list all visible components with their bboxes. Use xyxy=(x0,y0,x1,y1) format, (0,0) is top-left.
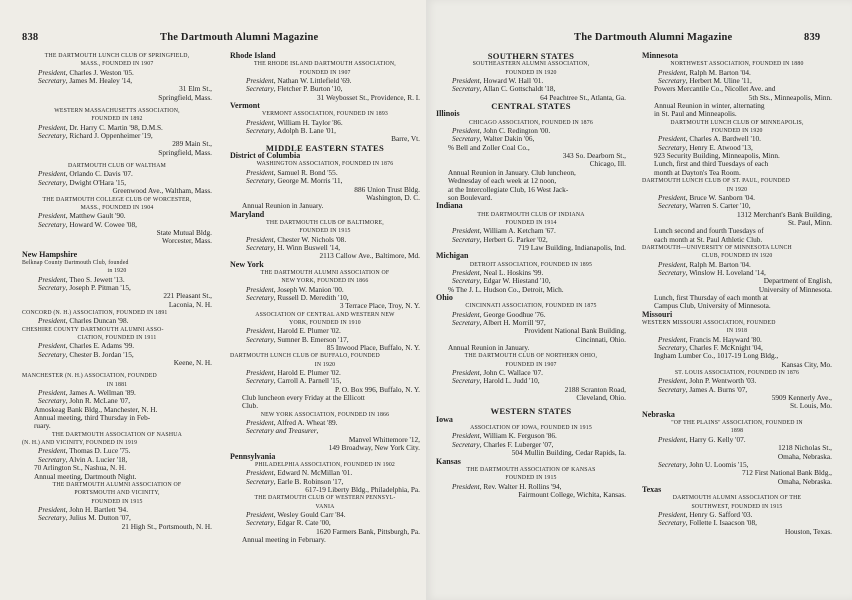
address-line: 617-19 Liberty Bldg., Philadelphia, Pa. xyxy=(305,484,420,494)
address-line: Omaha, Nebraska. xyxy=(777,476,832,486)
officer-line: President, Neal L. Hoskins '99. xyxy=(452,267,544,277)
officer-line: Secretary and Treasurer, xyxy=(246,426,319,436)
running-head: The Dartmouth Alumni Magazine xyxy=(574,32,733,43)
state-heading: Nebraska xyxy=(642,409,675,419)
association-heading: WASHINGTON ASSOCIATION, FOUNDED IN 1876 xyxy=(256,161,394,168)
note-line: Club luncheon every Friday at the Ellicott xyxy=(242,393,365,403)
note-line: Ingham Lumber Co., 1017-19 Long Bldg., xyxy=(654,351,779,361)
officer-line: Secretary, Earle B. Robinson '17, xyxy=(246,476,344,486)
officer-line: Secretary, Richard J. Oppenheimer '19, xyxy=(38,131,153,141)
association-heading: DARTMOUTH ALUMNI ASSOCIATION OF THE xyxy=(672,495,802,502)
officer-line: President, Joseph W. Manion '00. xyxy=(246,284,344,294)
state-heading: Rhode Island xyxy=(230,51,276,60)
address-line: Springfield, Mass. xyxy=(158,92,212,102)
association-heading: DARTMOUTH LUNCH CLUB OF ST. PAUL, FOUNDED xyxy=(642,178,790,185)
address-line: 3 Terrace Place, Troy, N. Y. xyxy=(339,301,420,311)
officer-line: Secretary, Harold L. Judd '10, xyxy=(452,376,540,386)
address-line: Provident National Bank Building, xyxy=(524,326,626,336)
note-line: ruary. xyxy=(34,421,51,431)
association-heading: FOUNDED IN 1914 xyxy=(505,219,557,226)
association-heading: THE DARTMOUTH CLUB OF NORTHERN OHIO, xyxy=(464,353,598,360)
note-line: Amoskeag Bank Bldg., Manchester, N. H. xyxy=(34,404,158,414)
association-heading: FOUNDED IN 1915 xyxy=(505,475,557,482)
note-line: Lunch, first Thursday of each month at xyxy=(654,292,768,302)
address-line: 5th Sts., Minneapolis, Minn. xyxy=(748,92,832,102)
officer-line: President, Alfred A. Wheat '89. xyxy=(246,418,338,428)
state-heading: Missouri xyxy=(642,309,673,319)
officer-line: President, James A. Wellman '89. xyxy=(38,388,136,398)
officer-line: President, Nathan W. Littlefield '69. xyxy=(246,76,352,86)
association-heading: THE DARTMOUTH CLUB OF WESTERN PENNSYL- xyxy=(254,495,396,502)
association-heading: in 1920 xyxy=(107,268,127,275)
address-line: Fairmount College, Wichita, Kansas. xyxy=(518,489,626,499)
address-line: P. O. Box 996, Buffalo, N. Y. xyxy=(334,384,420,394)
region-heading: MIDDLE EASTERN STATES xyxy=(265,142,385,153)
state-heading: New York xyxy=(230,259,264,269)
officer-line: Secretary, George M. Morris '11, xyxy=(246,176,343,186)
officer-line: President, Charles A. Bardwell '10. xyxy=(658,134,761,144)
officer-line: Secretary, John U. Loomis '15, xyxy=(658,459,749,469)
association-heading: WESTERN MISSOURI ASSOCIATION, FOUNDED xyxy=(642,320,776,326)
address-line: 504 Mullin Building, Cedar Rapids, Ia. xyxy=(511,448,626,458)
association-heading: FOUNDED IN 1892 xyxy=(91,116,143,123)
association-heading: THE DARTMOUTH ASSOCIATION OF NASHUA xyxy=(51,431,182,438)
officer-line: Secretary, Herbert G. Parker '02, xyxy=(452,234,548,244)
address-line: Kansas City, Mo. xyxy=(781,359,832,369)
address-line: Chicago, Ill. xyxy=(589,159,626,169)
association-heading: THE RHODE ISLAND DARTMOUTH ASSOCIATION, xyxy=(254,61,396,68)
note-line: Lunch, first and third Tuesdays of each xyxy=(654,159,769,169)
officer-line: Secretary, Edgar W. Hiestand '10, xyxy=(452,276,551,286)
officer-line: Secretary, Carroll A. Parnell '15, xyxy=(246,376,342,386)
state-heading: Texas xyxy=(642,484,662,494)
association-heading: IN 1920 xyxy=(314,361,336,368)
officer-line: Secretary, Allan C. Gottschaldt '18, xyxy=(452,84,556,94)
officer-line: Secretary, Winslow H. Loveland '14, xyxy=(658,267,766,277)
association-heading: FOUNDED IN 1907 xyxy=(299,69,351,76)
officer-line: President, Matthew Gault '90. xyxy=(38,211,126,221)
note-line: Annual Reunion in winter, alternating xyxy=(654,101,765,111)
officer-line: Secretary, Howard W. Cowee '08, xyxy=(38,219,137,229)
officer-line: Secretary, Edgar R. Cate '00, xyxy=(246,518,331,528)
address-line: 1218 Nicholas St., xyxy=(778,443,832,453)
address-line: 85 Inwood Place, Buffalo, N. Y. xyxy=(326,343,420,353)
column xyxy=(436,52,626,499)
note-line: 923 Security Building, Minneapolis, Minn. xyxy=(654,151,780,161)
association-heading: FOUNDED IN 1907 xyxy=(505,361,557,368)
officer-line: Secretary, H. Winn Buswell '14, xyxy=(246,242,341,252)
association-heading: YORK, FOUNDED IN 1910 xyxy=(289,320,361,326)
officer-line: Secretary, Fletcher P. Burton '10, xyxy=(246,84,343,94)
association-heading: VANIA xyxy=(315,503,335,510)
address-line: Houston, Texas. xyxy=(785,526,832,536)
region-heading: CENTRAL STATES xyxy=(491,101,571,112)
association-heading: PHILADELPHIA ASSOCIATION, FOUNDED IN 1902 xyxy=(254,461,396,468)
association-heading: THE DARTMOUTH ALUMNI ASSOCIATION OF xyxy=(260,269,390,276)
state-heading: Minnesota xyxy=(642,51,678,60)
association-heading: THE DARTMOUTH CLUB OF INDIANA xyxy=(477,211,585,218)
address-line: 343 So. Dearborn St., xyxy=(562,151,626,161)
officer-line: President, John P. Wentworth '03. xyxy=(658,376,757,386)
officer-line: President, Henry G. Safford '03. xyxy=(658,509,753,519)
state-heading: Kansas xyxy=(436,456,461,466)
note-line: Annual meeting in February. xyxy=(242,534,326,544)
column xyxy=(22,52,212,531)
association-heading: NORTHWEST ASSOCIATION, FOUNDED IN 1880 xyxy=(670,61,804,68)
association-heading: CINCINNATI ASSOCIATION, FOUNDED IN 1875 xyxy=(465,303,597,310)
officer-line: Secretary, Charles F. Luberger '07, xyxy=(452,439,554,449)
note-line: Annual meeting, third Thursday in Feb- xyxy=(34,413,151,423)
state-heading: Ohio xyxy=(436,292,453,302)
association-heading: MASS., FOUNDED IN 1904 xyxy=(80,204,154,211)
note-line: % The J. L. Hudson Co., Detroit, Mich. xyxy=(448,284,564,294)
officer-line: Secretary, Walter Dakin '06, xyxy=(452,134,535,144)
association-heading: IN 1881 xyxy=(106,381,128,388)
officer-line: Secretary, Russell D. Meredith '10, xyxy=(246,292,349,302)
association-heading: PORTSMOUTH AND VICINITY, xyxy=(74,490,160,497)
association-heading: NEW YORK ASSOCIATION, FOUNDED IN 1866 xyxy=(260,411,390,418)
address-line: Springfield, Mass. xyxy=(158,147,212,157)
state-heading: New Hampshire xyxy=(22,249,78,259)
association-heading: 1898 xyxy=(730,428,744,435)
address-line: 289 Main St., xyxy=(172,139,212,149)
address-line: Worcester, Mass. xyxy=(162,236,212,246)
note-line: Annual meeting, Dartmouth Night. xyxy=(34,471,137,481)
address-line: University of Minnesota. xyxy=(758,284,832,294)
officer-line: President, Rev. Walter H. Rollins '94, xyxy=(452,481,562,491)
association-heading: CONCORD (N. H.) ASSOCIATION, FOUNDED IN 1891 xyxy=(22,309,168,316)
note-line: Annual Reunion in January. Club luncheon, xyxy=(448,167,576,177)
association-heading: FOUNDED IN 1915 xyxy=(299,228,351,235)
officer-line: President, Charles E. Adams '99. xyxy=(38,341,135,351)
officer-line: President, Ralph M. Barton '04. xyxy=(658,259,751,269)
officer-line: Secretary, James M. Healey '14, xyxy=(38,76,133,86)
address-line: Cincinnati, Ohio. xyxy=(575,334,626,344)
officer-line: President, Wesley Gould Carr '84. xyxy=(246,509,346,519)
address-line: Cleveland, Ohio. xyxy=(576,393,626,403)
association-heading: CHICAGO ASSOCIATION, FOUNDED IN 1876 xyxy=(469,119,593,126)
officer-line: President, William H. Taylor '86. xyxy=(246,117,343,127)
officer-line: Secretary, Warren S. Carter '10, xyxy=(658,201,751,211)
running-head: The Dartmouth Alumni Magazine xyxy=(160,32,319,43)
association-heading: THE DARTMOUTH LUNCH CLUB OF SPRINGFIELD, xyxy=(44,53,190,59)
address-line: 712 First National Bank Bldg., xyxy=(742,468,832,478)
address-line: Department of English, xyxy=(763,276,832,286)
association-heading: (N. H.) AND VICINITY, FOUNDED IN 1919 xyxy=(22,440,138,447)
note-line: Annual Reunion in January. xyxy=(448,343,530,353)
association-heading: DARTMOUTH LUNCH CLUB OF MINNEAPOLIS, xyxy=(670,119,804,126)
association-heading: VERMONT ASSOCIATION, FOUNDED IN 1893 xyxy=(261,111,389,118)
note-line: Annual Reunion in January. xyxy=(242,201,324,211)
address-line: St. Louis, Mo. xyxy=(790,401,832,411)
officer-line: President, William K. Ferguson '86. xyxy=(452,431,557,441)
address-line: Omaha, Nebraska. xyxy=(777,451,832,461)
address-line: Keene, N. H. xyxy=(173,358,212,368)
state-heading: Illinois xyxy=(436,109,460,119)
note-line: month at Dayton's Tea Room. xyxy=(654,167,741,177)
note-line: at the Intercollegiate Club, 16 West Jack- xyxy=(448,184,569,194)
association-heading: THE DARTMOUTH ALUMNI ASSOCIATION OF xyxy=(52,481,182,488)
note-line: % Bell and Zoller Coal Co., xyxy=(448,142,530,152)
officer-line: President, William A. Ketcham '67. xyxy=(452,226,556,236)
officer-line: Secretary, Sumner B. Emerson '17, xyxy=(246,334,349,344)
association-heading: SOUTHWEST, FOUNDED IN 1915 xyxy=(691,503,783,510)
state-heading: Iowa xyxy=(436,414,453,424)
column xyxy=(230,52,420,544)
address-line: 64 Peachtree St., Atlanta, Ga. xyxy=(540,92,626,102)
officer-line: President, Samuel R. Bond '55. xyxy=(246,167,338,177)
officer-line: Secretary, Dwight O'Hara '15, xyxy=(38,177,127,187)
officer-line: President, Chester W. Nichols '08. xyxy=(246,234,347,244)
officer-line: President, Theo S. Jewett '13. xyxy=(38,274,125,284)
association-heading: ST. LOUIS ASSOCIATION, FOUNDED IN 1876 xyxy=(674,370,800,377)
association-heading: WESTERN MASSACHUSETTS ASSOCIATION, xyxy=(54,108,180,115)
officer-line: Secretary, Joseph P. Pitman '15, xyxy=(38,282,131,292)
note-line: Club. xyxy=(242,401,259,411)
page-number: 839 xyxy=(804,32,821,43)
association-heading: THE DARTMOUTH ASSOCIATION OF KANSAS xyxy=(466,466,596,473)
officer-line: President, Ralph M. Barton '04. xyxy=(658,67,751,77)
association-heading: FOUNDED IN 1915 xyxy=(91,498,143,505)
note-line: 70 Arlington St., Nashua, N. H. xyxy=(34,463,127,473)
address-line: 886 Union Trust Bldg. xyxy=(354,184,420,194)
address-line: 5909 Kennerly Ave., xyxy=(771,393,832,403)
state-heading: Maryland xyxy=(230,209,265,219)
officer-line: Secretary, James A. Burns '07, xyxy=(658,384,748,394)
state-heading: District of Columbia xyxy=(230,151,301,161)
state-heading: Pennsylvania xyxy=(230,451,276,461)
officer-line: President, Edward N. McMillan '01. xyxy=(246,468,353,478)
officer-line: President, Harold E. Plumer '02. xyxy=(246,368,341,378)
right-page xyxy=(426,0,852,600)
address-line: 2113 Callow Ave., Baltimore, Md. xyxy=(319,251,420,261)
officer-line: Secretary, Julius M. Dutton '07, xyxy=(38,513,131,523)
officer-line: President, Bruce W. Sanborn '04. xyxy=(658,192,755,202)
officer-line: President, Charles J. Weston '05. xyxy=(38,67,134,77)
note-line: Powers Mercantile Co., Nicollet Ave. and xyxy=(654,84,776,94)
officer-line: President, Francis M. Hayward '80. xyxy=(658,334,762,344)
officer-line: Secretary, Charles F. McKnight '04, xyxy=(658,343,763,353)
officer-line: President, Harold E. Plumer '02. xyxy=(246,326,341,336)
association-heading: IN 1920 xyxy=(726,186,748,193)
officer-line: President, Dr. Harry C. Martin '98, D.M.S. xyxy=(38,122,163,132)
association-heading: "OF THE PLAINS" ASSOCIATION, FOUNDED IN xyxy=(671,420,803,427)
state-heading: Vermont xyxy=(230,101,260,111)
association-heading: THE DARTMOUTH CLUB OF BALTIMORE, xyxy=(266,219,384,226)
officer-line: Secretary, Adolph B. Lane '01, xyxy=(246,126,337,136)
association-heading: DARTMOUTH—UNIVERSITY OF MINNESOTA LUNCH xyxy=(642,244,792,251)
address-line: St. Paul, Minn. xyxy=(788,217,832,227)
officer-line: President, John C. Wallace '07. xyxy=(452,368,543,378)
state-heading: Michigan xyxy=(436,251,469,261)
officer-line: President, Orlando C. Davis '07. xyxy=(38,169,133,179)
address-line: 1620 Farmers Bank, Pittsburgh, Pa. xyxy=(316,526,420,536)
association-heading: ASSOCIATION OF IOWA, FOUNDED IN 1915 xyxy=(470,425,592,432)
officer-line: President, Howard W. Hall '01. xyxy=(452,76,544,86)
officer-line: Secretary, Chester B. Jordan '15, xyxy=(38,349,134,359)
officer-line: President, Thomas D. Luce '75. xyxy=(38,446,131,456)
association-heading: CHESHIRE COUNTY DARTMOUTH ALUMNI ASSO- xyxy=(22,326,164,333)
address-line: 31 Elm St., xyxy=(179,84,212,94)
association-heading: IN 1918 xyxy=(726,328,748,335)
officer-line: President, John C. Redington '00. xyxy=(452,126,551,136)
officer-line: President, Harry G. Kelly '07. xyxy=(658,434,746,444)
association-heading: FOUNDED IN 1920 xyxy=(505,69,557,76)
note-line: Lunch second and fourth Tuesdays of xyxy=(654,226,764,236)
officer-line: Secretary, Follette I. Isaacson '08, xyxy=(658,518,757,528)
address-line: Manvel Whittemore '12, xyxy=(348,434,420,444)
association-heading: SOUTHEASTERN ALUMNI ASSOCIATION, xyxy=(472,61,590,68)
address-line: 1312 Merchant's Bank Building, xyxy=(737,209,832,219)
page-number: 838 xyxy=(22,32,39,43)
association-heading: MASS., FOUNDED IN 1907 xyxy=(80,61,154,68)
address-line: Laconia, N. H. xyxy=(168,299,212,309)
address-line: Barre, Vt. xyxy=(391,134,420,144)
address-line: 719 Law Building, Indianapolis, Ind. xyxy=(517,242,626,252)
association-heading: CIATION, FOUNDED IN 1911 xyxy=(77,335,157,341)
officer-line: President, George Goodhue '76. xyxy=(452,309,546,319)
association-heading: THE DARTMOUTH COLLEGE CLUB OF WORCESTER, xyxy=(42,196,192,203)
association-heading: FOUNDED IN 1920 xyxy=(711,128,763,135)
association-heading: ASSOCIATION OF CENTRAL AND WESTERN NEW xyxy=(255,311,395,318)
address-line: 21 High St., Portsmouth, N. H. xyxy=(121,521,212,531)
region-heading: WESTERN STATES xyxy=(490,406,572,417)
association-heading: DARTMOUTH CLUB OF WALTHAM xyxy=(68,163,166,170)
note-line: son Boulevard. xyxy=(448,192,493,202)
address-line: Washington, D. C. xyxy=(366,192,420,202)
region-heading: SOUTHERN STATES xyxy=(487,51,575,61)
address-line: 149 Broadway, New York City. xyxy=(328,443,420,453)
officer-line: President, John H. Bartlett '94. xyxy=(38,504,129,514)
association-heading: NEW YORK, FOUNDED IN 1866 xyxy=(281,278,369,285)
officer-line: President, Charles Duncan '98. xyxy=(38,316,129,326)
association-heading: DETROIT ASSOCIATION, FOUNDED IN 1895 xyxy=(469,261,593,268)
note-line: each month at St. Paul Athletic Club. xyxy=(654,234,763,244)
officer-line: Secretary, John R. McLane '07, xyxy=(38,396,131,406)
address-line: Greenwood Ave., Waltham, Mass. xyxy=(112,186,212,196)
address-line: 31 Weybosset St., Providence, R. I. xyxy=(316,92,420,102)
association-heading: CLUB, FOUNDED IN 1920 xyxy=(701,253,773,260)
note-line: in St. Paul and Minneapolis. xyxy=(654,109,737,119)
note-line: Campus Club, University of Minnesota. xyxy=(654,301,771,311)
officer-line: Secretary, Alvin A. Lucier '18, xyxy=(38,454,128,464)
officer-line: Secretary, Henry E. Atwood '13, xyxy=(658,142,753,152)
column xyxy=(642,52,832,536)
state-heading: Indiana xyxy=(436,201,463,211)
address-line: 221 Pleasant St., xyxy=(163,291,212,301)
officer-line: Secretary, Albert H. Morrill '97, xyxy=(452,318,546,327)
note-line: Wednesday of each week at 12 noon, xyxy=(448,176,557,186)
association-heading: DARTMOUTH LUNCH CLUB OF BUFFALO, FOUNDED xyxy=(230,353,380,360)
association-heading: Belknap County Dartmouth Club, founded xyxy=(22,259,129,266)
officer-line: Secretary, Herbert M. Uline '11, xyxy=(658,76,752,86)
address-line: State Mutual Bldg. xyxy=(156,227,212,237)
association-heading: MANCHESTER (N. H.) ASSOCIATION, FOUNDED xyxy=(22,373,157,380)
address-line: 2188 Scranton Road, xyxy=(564,384,626,394)
